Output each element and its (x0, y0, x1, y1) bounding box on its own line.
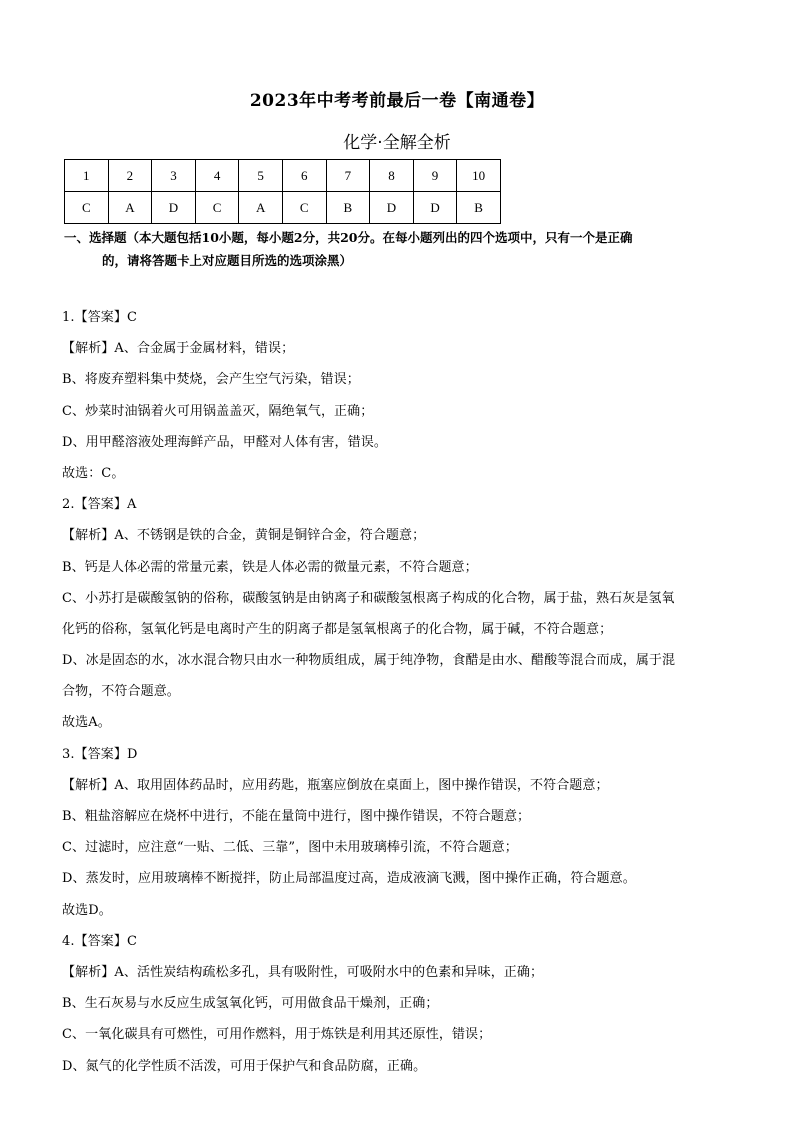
answer-cell: D (370, 192, 414, 224)
text-line: C、一氧化碳具有可燃性，可用作燃料，用于炼铁是利用其还原性，错误； (62, 1027, 492, 1043)
section-heading (64, 226, 734, 272)
answer-cell: C (195, 192, 239, 224)
text-line: 1.【答案】C (62, 310, 138, 325)
answer-cell: C (282, 192, 326, 224)
answer-cell: A (108, 192, 152, 224)
text-line: D、冰是固态的水，冰水混合物只由水一种物质组成，属于纯净物，食醋是由水、醋酸等混合而成，属于混 (62, 653, 676, 669)
answer-table (64, 159, 501, 224)
answer-table-answer-row (65, 192, 501, 224)
answer-cell: B (326, 192, 370, 224)
question-number: 7 (326, 160, 370, 192)
document-title: 2023年中考考前最后一卷【南通卷】 (249, 91, 545, 111)
text-line: 故选D。 (62, 902, 112, 918)
question-number: 6 (282, 160, 326, 192)
text-line: B、钙是人体必需的常量元素，铁是人体必需的微量元素，不符合题意； (62, 559, 478, 575)
text-line: 故选A。 (62, 715, 111, 731)
answer-cell: D (152, 192, 196, 224)
text-line: 化钙的俗称，氢氧化钙是电离时产生的阴离子都是氢氧根离子的化合物，属于碱，不符合题意； (62, 621, 613, 637)
question-number: 9 (413, 160, 457, 192)
text-line: C、小苏打是碳酸氢钠的俗称，碳酸氢钠是由钠离子和碳酸氢根离子构成的化合物，属于盐，熟石灰是氢氧 (62, 590, 675, 606)
text-line: 【解析】A、不锈钢是铁的合金，黄铜是铜锌合金，符合题意； (62, 528, 426, 544)
answer-table-number-row (65, 160, 501, 192)
text-line: 【解析】A、取用固体药品时，应用药匙，瓶塞应倒放在桌面上，图中操作错误，不符合题意； (62, 777, 609, 793)
question-number: 1 (65, 160, 109, 192)
text-line: D、氮气的化学性质不活泼，可用于保护气和食品防腐，正确。 (62, 1058, 427, 1074)
answer-cell: C (65, 192, 109, 224)
explanation-body (62, 302, 736, 1082)
question-number: 2 (108, 160, 152, 192)
question-number: 8 (370, 160, 414, 192)
section-heading-line: 一、选择题（本大题包括10小题，每小题2分，共20分。在每小题列出的四个选项中，只有一个是正确 (64, 230, 633, 245)
text-line: B、将废弃塑料集中焚烧，会产生空气污染，错误； (62, 372, 360, 388)
text-line: B、粗盐溶解应在烧杯中进行，不能在量筒中进行，图中操作错误，不符合题意； (62, 809, 531, 824)
question-number: 3 (152, 160, 196, 192)
text-line: 【解析】A、活性炭结构疏松多孔，具有吸附性，可吸附水中的色素和异味，正确； (62, 964, 544, 980)
text-line: 【解析】A、合金属于金属材料，错误； (62, 341, 295, 357)
answer-cell: B (457, 192, 501, 224)
text-line: B、生石灰易与水反应生成氢氧化钙，可用做食品干燥剂，正确； (62, 996, 439, 1012)
text-line: D、蒸发时，应用玻璃棒不断搅拌，防止局部温度过高，造成液滴飞溅，图中操作正确，符合题意。 (62, 871, 636, 887)
text-line: C、过滤时，应注意“一贴、二低、三靠”，图中未用玻璃棒引流，不符合题意； (62, 840, 518, 856)
answer-cell: D (413, 192, 457, 224)
section-heading-line: 的，请将答题卡上对应题目所选的选项涂黑） (102, 253, 353, 268)
answer-cell: A (239, 192, 283, 224)
text-line: 4.【答案】C (62, 933, 138, 949)
text-line: 3.【答案】D (62, 746, 138, 762)
text-line: 合物，不符合题意。 (62, 684, 180, 700)
text-line: 故选：C。 (62, 465, 125, 481)
document-subtitle: 化学·全解全析 (343, 133, 451, 153)
question-number: 4 (195, 160, 239, 192)
question-number: 5 (239, 160, 283, 192)
text-line: D、用甲醛溶液处理海鲜产品，甲醛对人体有害，错误。 (62, 434, 387, 450)
question-number: 10 (457, 160, 501, 192)
text-line: 2.【答案】A (62, 497, 137, 513)
text-line: C、炒菜时油锅着火可用锅盖盖灭，隔绝氧气，正确； (62, 403, 374, 419)
